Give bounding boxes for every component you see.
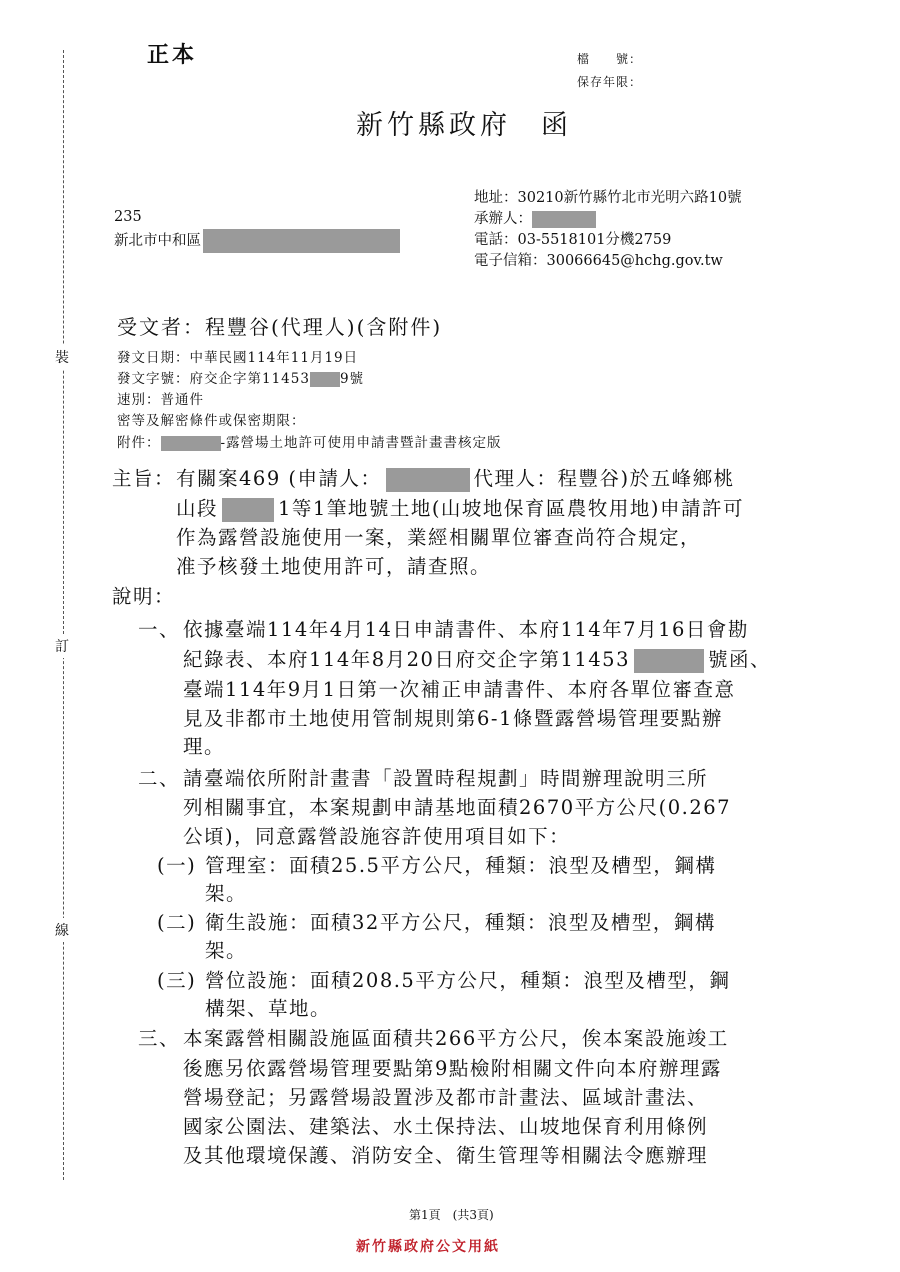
subject-text: 山段 (176, 497, 219, 520)
sub-2-line-2: 架。 (205, 939, 248, 962)
sub-3-line-1: 營位設施：面積208.5平方公尺，種類：浪型及槽型，鋼 (205, 969, 731, 992)
page-number: 第1頁 (共3頁) (409, 1208, 494, 1222)
original-copy-label: 正本 (147, 42, 198, 68)
attachment-text: -露營場土地許可使用申請書暨計畫書核定版 (220, 435, 502, 451)
sub-3-number: (三) (157, 969, 197, 992)
subject-text: 有關案469 (申請人： (176, 467, 382, 490)
redacted-attachment-id (161, 436, 221, 451)
subject-text: 代理人：程豐谷)於五峰鄉桃 (473, 467, 735, 490)
file-number-label: 檔 號： (577, 52, 643, 66)
binding-char-ding: 訂 (55, 634, 69, 658)
attachment-label: 附件： (117, 435, 161, 451)
item-3-line-2: 後應另依露營場管理要點第9點檢附相關文件向本府辦理露 (183, 1057, 722, 1080)
item-2-line-1: 請臺端依所附計畫書「設置時程規劃」時間辦理說明三所 (183, 767, 709, 790)
contact-label: 承辦人： (474, 211, 532, 227)
document-number-suffix: 9號 (339, 371, 365, 387)
document-title (356, 103, 572, 142)
issuing-organization: 新竹縣政府 (356, 110, 511, 141)
document-number (117, 367, 364, 387)
issue-date: 發文日期：中華民國114年11月19日 (117, 350, 359, 366)
delivery-speed: 速別：普通件 (117, 392, 204, 408)
item-2-number: 二、 (138, 767, 181, 790)
subject-line-1 (176, 463, 735, 492)
sender-email: 電子信箱：30066645@hchg.gov.tw (474, 253, 723, 269)
attachment-line (117, 431, 502, 451)
redacted-applicant-name (386, 468, 470, 492)
subject-line-4: 准予核發土地使用許可，請查照。 (176, 555, 492, 578)
binding-char-zhuang: 裝 (55, 345, 69, 369)
redacted-contact-name (532, 211, 596, 228)
sub-2-number: (二) (157, 911, 197, 934)
subject-label: 主旨： (112, 467, 176, 490)
subject-text: 1等1筆地號土地(山坡地保育區農牧用地)申請許可 (278, 497, 745, 520)
item-3-line-1: 本案露營相關設施區面積共266平方公尺，俟本案設施竣工 (183, 1027, 729, 1050)
sub-1-number: (一) (157, 854, 197, 877)
sub-3-line-2: 構架、草地。 (205, 997, 332, 1020)
item-1-line-5: 理。 (183, 735, 226, 758)
binding-char-xian: 線 (55, 918, 69, 942)
item-2-line-3: 公頃)，同意露營設施容許使用項目如下： (183, 825, 571, 848)
item-2-line-2: 列相關事宜，本案規劃申請基地面積2670平方公尺(0.267 (183, 796, 732, 819)
sender-phone: 電話：03-5518101分機2759 (474, 232, 672, 248)
stationery-brand: 新竹縣政府公文用紙 (356, 1239, 500, 1255)
item-text: 號函、 (707, 648, 771, 671)
security-classification: 密等及解密條件或保密期限： (117, 413, 306, 429)
document-type: 函 (541, 110, 572, 141)
item-3-number: 三、 (138, 1027, 181, 1050)
item-1-line-2 (183, 644, 771, 673)
redacted-land-section (222, 498, 274, 522)
redacted-letter-number (634, 649, 704, 673)
item-1-line-4: 見及非都市土地使用管制規則第6-1條暨露營場管理要點辦 (183, 707, 723, 730)
binding-margin-line (63, 50, 64, 1180)
item-1-number: 一、 (138, 618, 181, 641)
retention-period-label: 保存年限： (577, 75, 643, 89)
receiver-district: 新北市中和區 (114, 233, 201, 249)
sub-1-line-2: 架。 (205, 882, 248, 905)
item-1-line-1: 依據臺端114年4月14日申請書件、本府114年7月16日會勘 (183, 618, 749, 641)
item-3-line-3: 營場登記；另露營場設置涉及都市計畫法、區域計畫法、 (183, 1086, 709, 1109)
explanation-label: 說明： (112, 585, 176, 608)
receiver-postal-code: 235 (114, 209, 142, 225)
item-3-line-5: 及其他環境保護、消防安全、衛生管理等相關法令應辦理 (183, 1144, 709, 1167)
item-text: 紀錄表、本府114年8月20日府交企字第11453 (183, 648, 630, 671)
subject-line-3: 作為露營設施使用一案，業經相關單位審查尚符合規定， (176, 526, 702, 549)
subject-line-2 (176, 493, 744, 522)
receiver-address (114, 229, 400, 253)
sender-address: 地址：30210新竹縣竹北市光明六路10號 (474, 190, 742, 206)
sub-2-line-1: 衛生設施：面積32平方公尺，種類：浪型及槽型，鋼構 (205, 911, 716, 934)
document-number-prefix: 發文字號：府交企字第11453 (117, 371, 310, 387)
sender-contact (474, 207, 596, 228)
recipient: 受文者：程豐谷(代理人)(含附件) (117, 315, 443, 339)
sub-1-line-1: 管理室：面積25.5平方公尺，種類：浪型及槽型，鋼構 (205, 854, 717, 877)
item-3-line-4: 國家公園法、建築法、水土保持法、山坡地保育利用條例 (183, 1115, 709, 1138)
redacted-document-number (310, 372, 340, 387)
item-1-line-3: 臺端114年9月1日第一次補正申請書件、本府各單位審查意 (183, 678, 736, 701)
redacted-receiver-address (203, 229, 400, 253)
